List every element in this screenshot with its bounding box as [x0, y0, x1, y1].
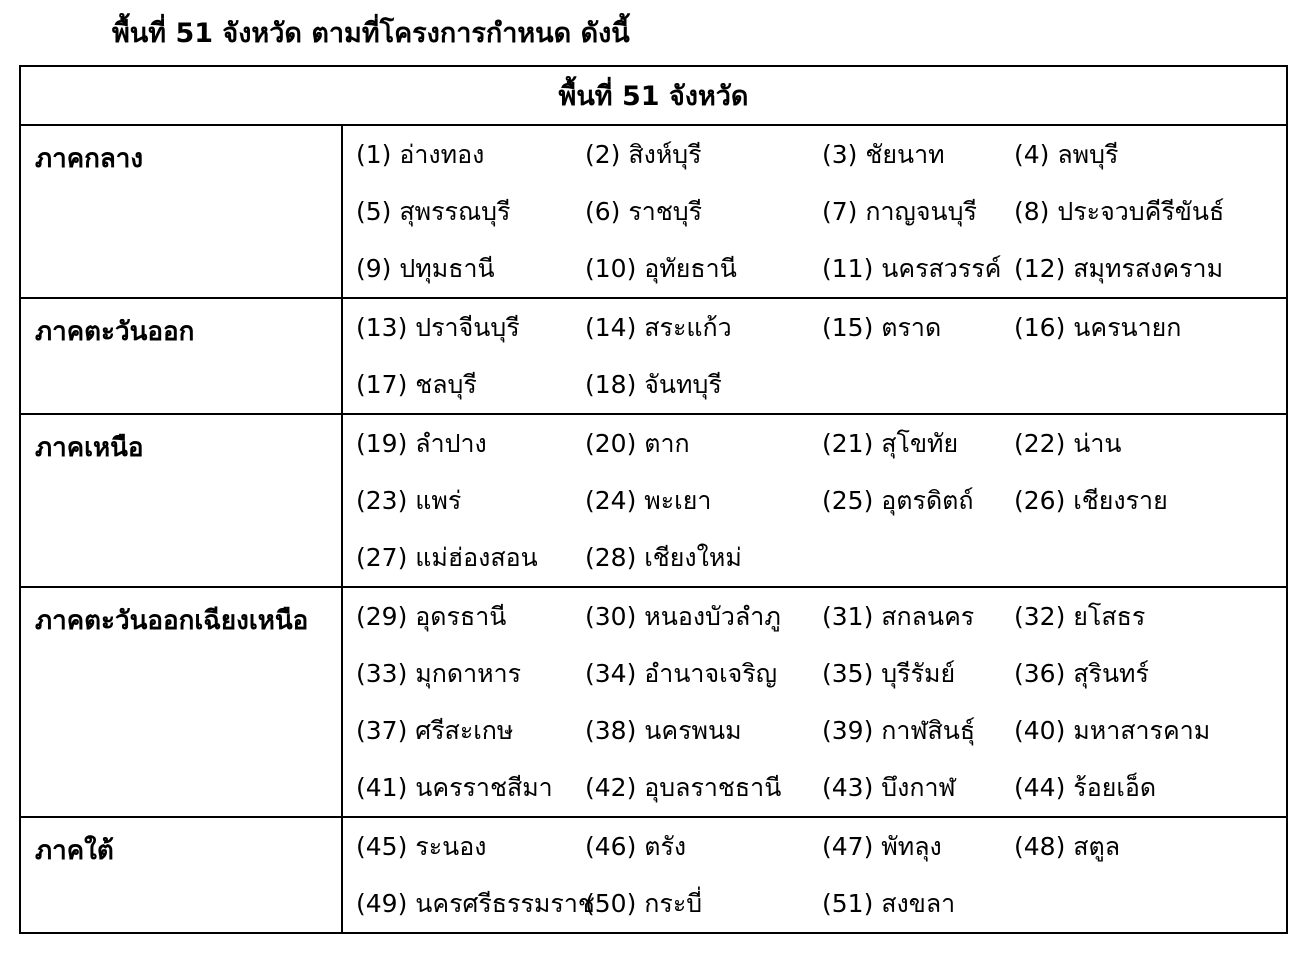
province-item: (31) สกลนคร: [822, 601, 975, 631]
province-line: [343, 183, 1286, 240]
province-item: (10) อุทัยธานี: [585, 253, 737, 283]
province-item: (14) สระแก้ว: [585, 312, 732, 342]
region-name: ภาคใต้: [20, 817, 342, 933]
province-line: [343, 588, 1286, 645]
province-line: [343, 299, 1286, 356]
province-item: (7) กาญจนบุรี: [822, 196, 977, 226]
province-item: (32) ยโสธร: [1014, 601, 1146, 631]
province-item: (2) สิงห์บุรี: [585, 139, 702, 169]
region-name: ภาคกลาง: [20, 125, 342, 298]
province-line: [343, 356, 1286, 413]
province-item: (8) ประจวบคีรีขันธ์: [1014, 196, 1225, 226]
province-item: (35) บุรีรัมย์: [822, 658, 956, 688]
province-item: (11) นครสวรรค์: [822, 253, 1002, 283]
province-list: [342, 298, 1287, 414]
province-item: (27) แม่ฮ่องสอน: [356, 542, 538, 572]
province-item: (15) ตราด: [822, 312, 942, 342]
province-line: [343, 702, 1286, 759]
province-item: (13) ปราจีนบุรี: [356, 312, 520, 342]
page-heading: พื้นที่ 51 จังหวัด ตามที่โครงการกำหนด ดังนี้: [112, 18, 630, 49]
province-line: [343, 472, 1286, 529]
province-line: [343, 875, 1286, 932]
province-item: (24) พะเยา: [585, 485, 712, 515]
province-list: [342, 125, 1287, 298]
province-item: (21) สุโขทัย: [822, 428, 959, 458]
province-list: [342, 817, 1287, 933]
province-item: (19) ลำปาง: [356, 428, 487, 458]
region-row: [20, 587, 1287, 817]
region-row: [20, 414, 1287, 587]
province-item: (45) ระนอง: [356, 831, 487, 861]
province-line: [343, 529, 1286, 586]
province-line: [343, 645, 1286, 702]
province-line: [343, 415, 1286, 472]
province-item: (16) นครนายก: [1014, 312, 1182, 342]
province-item: (49) นครศรีธรรมราช: [356, 888, 595, 918]
table-title-row: [20, 66, 1287, 125]
province-item: (9) ปทุมธานี: [356, 253, 495, 283]
province-item: (39) กาฬสินธุ์: [822, 715, 976, 745]
province-list: [342, 587, 1287, 817]
province-item: (29) อุดรธานี: [356, 601, 507, 631]
province-item: (36) สุรินทร์: [1014, 658, 1149, 688]
province-item: (6) ราชบุรี: [585, 196, 703, 226]
province-item: (48) สตูล: [1014, 831, 1121, 861]
province-item: (17) ชลบุรี: [356, 369, 477, 399]
province-line: [343, 240, 1286, 297]
province-item: (25) อุตรดิตถ์: [822, 485, 974, 515]
province-item: (42) อุบลราชธานี: [585, 772, 782, 802]
province-item: (26) เชียงราย: [1014, 485, 1168, 515]
province-item: (51) สงขลา: [822, 888, 956, 918]
province-item: (1) อ่างทอง: [356, 139, 485, 169]
province-line: [343, 126, 1286, 183]
region-row: [20, 125, 1287, 298]
province-item: (4) ลพบุรี: [1014, 139, 1119, 169]
province-item: (20) ตาก: [585, 428, 690, 458]
province-item: (22) น่าน: [1014, 428, 1122, 458]
province-item: (46) ตรัง: [585, 831, 687, 861]
province-line: [343, 818, 1286, 875]
province-list: [342, 414, 1287, 587]
provinces-table: [19, 65, 1288, 934]
province-item: (50) กระบี่: [585, 888, 703, 918]
province-item: (44) ร้อยเอ็ด: [1014, 772, 1157, 802]
province-item: (43) บึงกาฬ: [822, 772, 956, 802]
province-item: (3) ชัยนาท: [822, 139, 945, 169]
region-name: ภาคตะวันออก: [20, 298, 342, 414]
province-item: (28) เชียงใหม่: [585, 542, 742, 572]
province-item: (30) หนองบัวลำภู: [585, 601, 781, 631]
province-item: (38) นครพนม: [585, 715, 742, 745]
region-name: ภาคตะวันออกเฉียงเหนือ: [20, 587, 342, 817]
province-line: [343, 759, 1286, 816]
province-item: (41) นครราชสีมา: [356, 772, 553, 802]
region-row: [20, 817, 1287, 933]
province-item: (47) พัทลุง: [822, 831, 942, 861]
table-title: พื้นที่ 51 จังหวัด: [20, 66, 1287, 125]
region-row: [20, 298, 1287, 414]
province-item: (34) อำนาจเจริญ: [585, 658, 778, 688]
province-item: (40) มหาสารคาม: [1014, 715, 1211, 745]
province-item: (37) ศรีสะเกษ: [356, 715, 514, 745]
province-item: (18) จันทบุรี: [585, 369, 722, 399]
province-item: (12) สมุทรสงคราม: [1014, 253, 1224, 283]
province-item: (5) สุพรรณบุรี: [356, 196, 511, 226]
region-name: ภาคเหนือ: [20, 414, 342, 587]
province-item: (33) มุกดาหาร: [356, 658, 522, 688]
province-item: (23) แพร่: [356, 485, 462, 515]
